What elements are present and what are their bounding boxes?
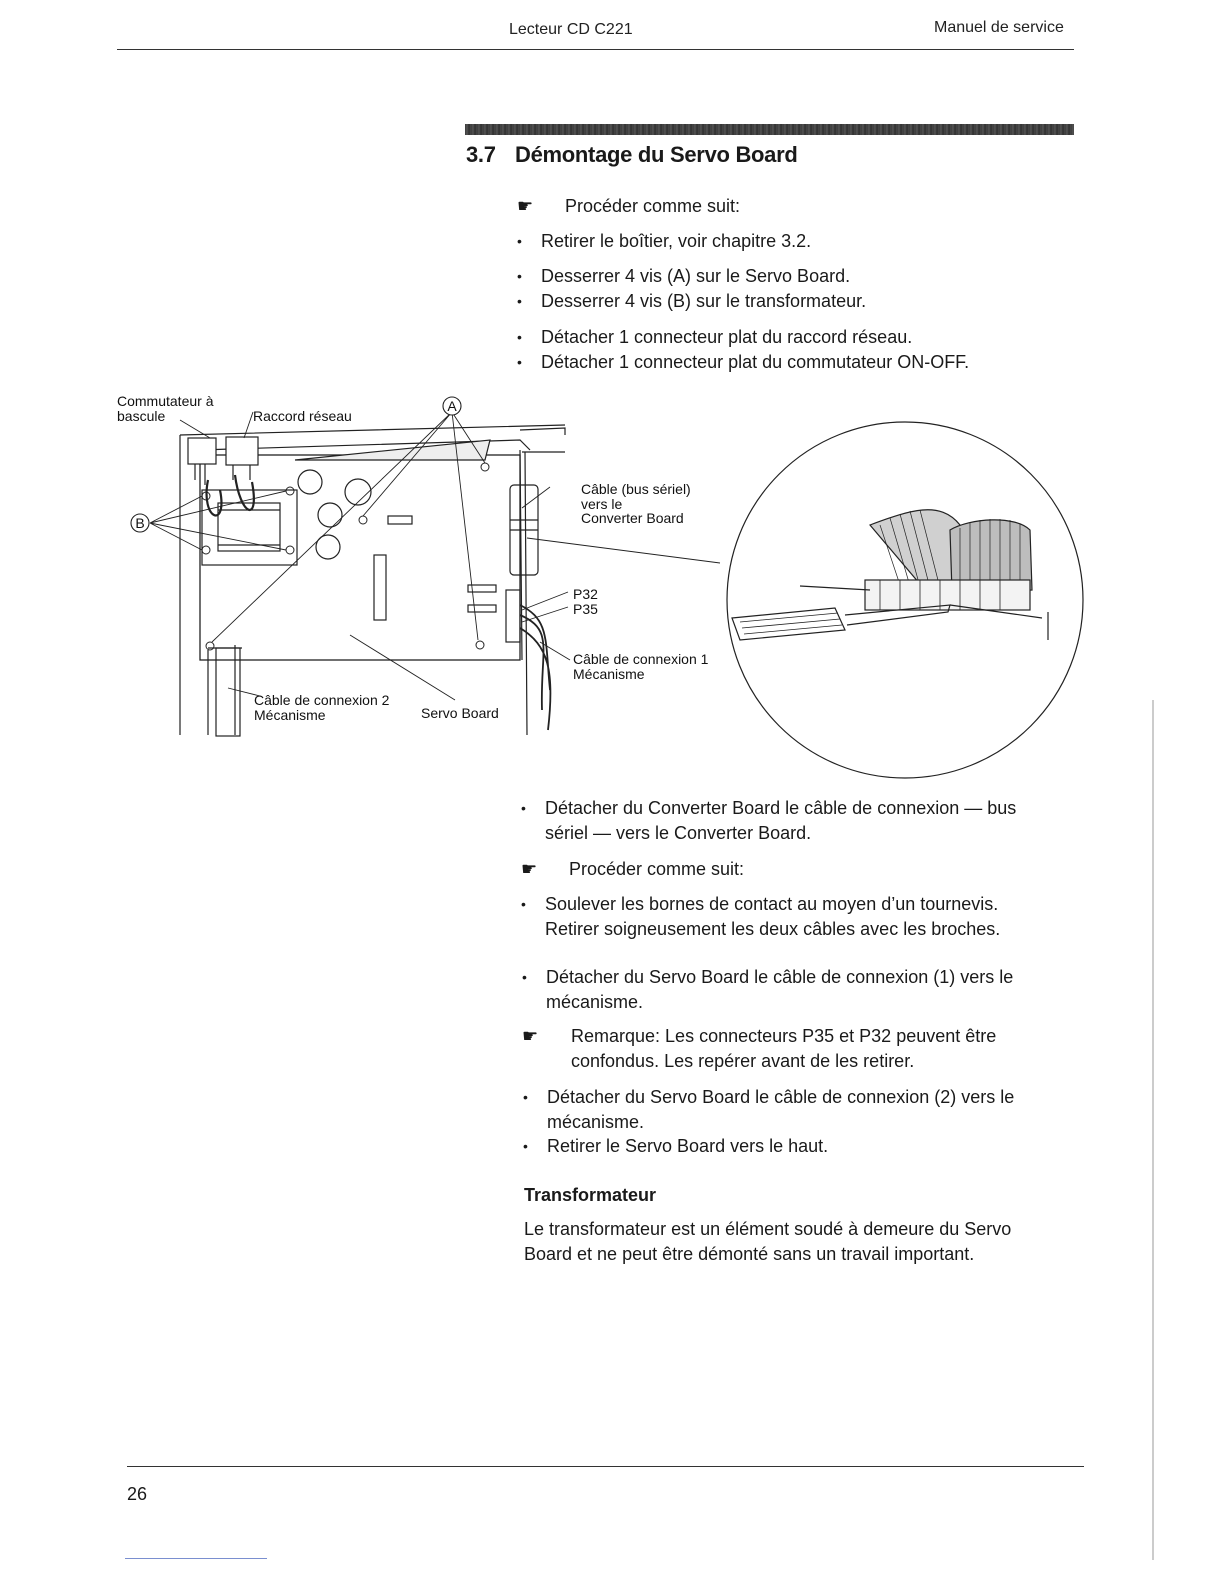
label-commutateur: Commutateur à — [117, 393, 214, 409]
transformer-paragraph — [524, 1217, 1011, 1267]
scan-edge-mark — [125, 1558, 267, 1559]
step-bottom-0 — [521, 796, 1016, 846]
step-line: Retirer le Servo Board vers le haut. — [547, 1136, 829, 1156]
bullet-icon: • — [517, 329, 522, 345]
ribbon-cable-shape — [870, 510, 960, 590]
label-raccord-reseau: Raccord réseau — [253, 408, 352, 424]
step-bottom-3 — [522, 965, 1013, 1015]
step-bottom-2 — [521, 892, 1000, 942]
step-text: Desserrer 4 vis (B) sur le transformateur. — [541, 291, 867, 311]
step-line: confondus. Les repérer avant de les retirer. — [571, 1051, 915, 1071]
section-title-text: Démontage du Servo Board — [515, 142, 798, 167]
section-title-bar — [465, 124, 1074, 135]
bullet-icon: • — [522, 969, 527, 985]
screw-a-marker: A — [447, 398, 457, 414]
paragraph-line: Le transformateur est un élément soudé à demeure du Servo — [524, 1219, 1012, 1239]
step-bottom-5 — [523, 1085, 1014, 1135]
label-cable1-line1: Câble de connexion 1 — [573, 651, 709, 667]
step-bottom-6 — [523, 1134, 828, 1159]
header-rule — [117, 49, 1074, 50]
header-title: Lecteur CD C221 — [509, 21, 633, 38]
footer-rule — [127, 1466, 1084, 1467]
step-line: Retirer soigneusement les deux câbles avec les broches. — [545, 919, 1001, 939]
capacitor-shape — [298, 470, 322, 494]
step-text: Détacher 1 connecteur plat du raccord réseau. — [541, 327, 913, 347]
step-line: Détacher du Servo Board le câble de connexion (2) vers le — [547, 1087, 1015, 1107]
label-cable2-line1: Câble de connexion 2 — [254, 692, 390, 708]
bullet-icon: • — [517, 354, 522, 370]
label-cable-bus-3: Converter Board — [581, 510, 684, 526]
step-line: mécanisme. — [547, 1112, 645, 1132]
step-top-0 — [517, 194, 740, 219]
step-bottom-1 — [521, 857, 744, 882]
bullet-icon: • — [521, 896, 526, 912]
label-cable1-line2: Mécanisme — [573, 666, 645, 682]
step-line: mécanisme. — [546, 992, 644, 1012]
step-top-2 — [517, 264, 850, 289]
step-text: Retirer le boîtier, voir chapitre 3.2. — [541, 231, 812, 251]
step-line: sériel — vers le Converter Board. — [545, 823, 812, 843]
step-line: Remarque: Les connecteurs P35 et P32 peuvent être — [571, 1026, 997, 1046]
bullet-icon: • — [521, 800, 526, 816]
step-line: Soulever les bornes de contact au moyen d’un tournevis. — [545, 894, 999, 914]
section-title — [466, 142, 798, 168]
step-text: Détacher 1 connecteur plat du commutateur ON-OFF. — [541, 352, 970, 372]
step-top-4 — [517, 325, 912, 350]
step-line: Détacher du Servo Board le câble de connexion (1) vers le — [546, 967, 1014, 987]
transformer-shape — [202, 490, 297, 565]
transformer-heading: Transformateur — [524, 1185, 657, 1205]
bullet-icon: • — [517, 293, 522, 309]
step-line: Procéder comme suit: — [569, 859, 745, 879]
servo-board-shape — [200, 455, 520, 660]
chassis-outline — [180, 425, 565, 735]
label-p35: P35 — [573, 601, 598, 617]
bullet-icon: • — [517, 268, 522, 284]
scan-right-edge — [1152, 700, 1154, 1560]
screw-b-marker: B — [135, 515, 145, 531]
bullet-icon: • — [517, 233, 522, 249]
mains-socket-shape — [226, 437, 258, 465]
step-line: Détacher du Converter Board le câble de connexion — bus — [545, 798, 1017, 818]
toggle-switch-shape — [188, 438, 216, 464]
page-number: 26 — [127, 1484, 148, 1504]
step-text: Procéder comme suit: — [565, 196, 741, 216]
pointing-hand-icon: ☛ — [522, 1026, 539, 1046]
step-top-1 — [517, 229, 811, 254]
label-servo-board: Servo Board — [421, 705, 499, 721]
bullet-icon: • — [523, 1138, 528, 1154]
bullet-icon: • — [523, 1089, 528, 1105]
label-cable-bus-1: Câble (bus sériel) — [581, 481, 691, 497]
header-doc-type: Manuel de service — [934, 19, 1064, 36]
step-text: Desserrer 4 vis (A) sur le Servo Board. — [541, 266, 851, 286]
label-cable2-line2: Mécanisme — [254, 707, 326, 723]
step-top-5 — [517, 350, 969, 375]
step-bottom-4 — [522, 1024, 996, 1074]
pointing-hand-icon: ☛ — [521, 859, 538, 879]
section-number: 3.7 — [466, 142, 496, 167]
pointing-hand-icon: ☛ — [517, 196, 534, 216]
step-top-3 — [517, 289, 866, 314]
label-bascule: bascule — [117, 408, 166, 424]
paragraph-line: Board et ne peut être démonté sans un travail important. — [524, 1244, 975, 1264]
label-cable-bus-2: vers le — [581, 496, 623, 512]
label-p32: P32 — [573, 586, 598, 602]
